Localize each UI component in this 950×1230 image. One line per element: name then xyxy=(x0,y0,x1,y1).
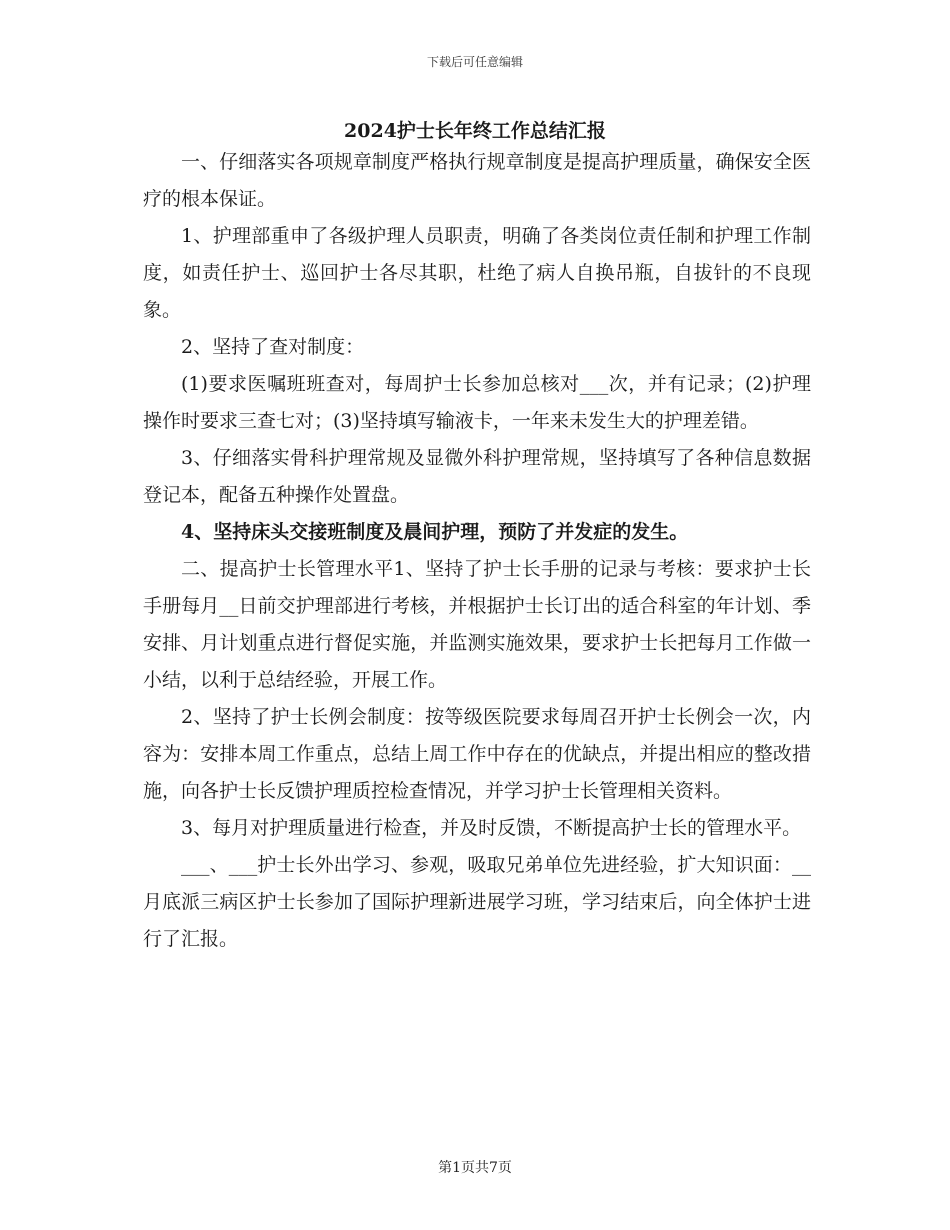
header-note: 下载后可任意编辑 xyxy=(426,55,523,69)
paragraph-item-1-1: 1、护理部重申了各级护理人员职责，明确了各类岗位责任制和护理工作制度，如责任护士、巡回护士各尽其职，杜绝了病人自换吊瓶，自拔针的不良现象。 xyxy=(143,225,811,321)
paragraph-check-rules: (1)要求医嘱班班查对，每周护士长参加总核对___次，并有记录；(2)护理操作时要求三查七对；(3)坚持填写输液卡，一年来未发生大的护理差错。 xyxy=(143,373,811,432)
paragraph-section-1: 一、仔细落实各项规章制度严格执行规章制度是提高护理质量，确保安全医疗的根本保证。 xyxy=(143,151,811,210)
document-title: 2024护士长年终工作总结汇报 xyxy=(344,120,606,142)
page-footer: 第1页共7页 xyxy=(438,1160,512,1176)
paragraph-item-2-3: 3、每月对护理质量进行检查，并及时反馈，不断提高护士长的管理水平。 xyxy=(181,817,802,839)
paragraph-item-1-3: 3、仔细落实骨科护理常规及显微外科护理常规，坚持填写了各种信息数据登记本，配备五种操作处置盘。 xyxy=(143,447,811,506)
paragraph-item-2-2: 2、坚持了护士长例会制度：按等级医院要求每周召开护士长例会一次，内容为：安排本周工作重点，总结上周工作中存在的优缺点，并提出相应的整改措施，向各护士长反馈护理质控检查情况，并学习护士长管理相关资料。 xyxy=(143,706,811,802)
paragraph-study-visit: ___、___护士长外出学习、参观，吸取兄弟单位先进经验，扩大知识面：__月底派三病区护士长参加了国际护理新进展学习班，学习结束后，向全体护士进行了汇报。 xyxy=(143,854,811,950)
paragraph-section-2: 二、提高护士长管理水平1、坚持了护士长手册的记录与考核：要求护士长手册每月__日前交护理部进行考核，并根据护士长订出的适合科室的年计划、季安排、月计划重点进行督促实施，并监测实施效果，要求护士长把每月工作做一小结，以利于总结经验，开展工作。 xyxy=(143,558,811,691)
document-body xyxy=(143,144,811,958)
paragraph-item-1-4: 4、坚持床头交接班制度及晨间护理，预防了并发症的发生。 xyxy=(181,521,689,543)
paragraph-item-1-2: 2、坚持了查对制度： xyxy=(181,336,365,358)
